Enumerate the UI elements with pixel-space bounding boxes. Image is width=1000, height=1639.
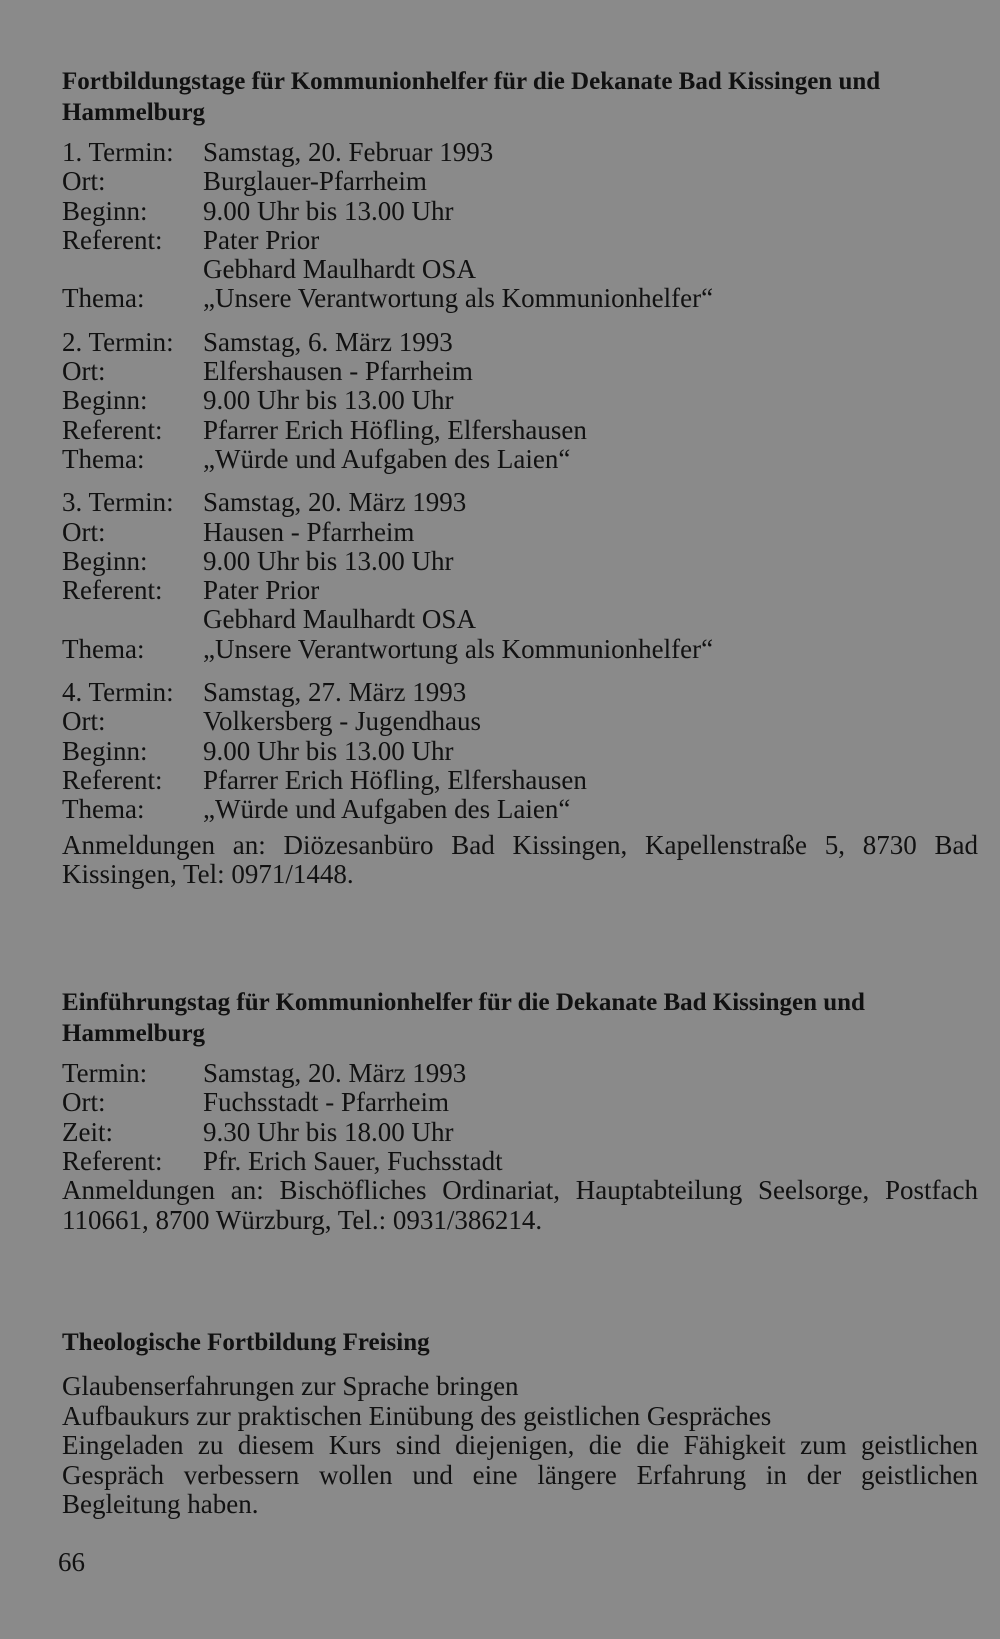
- detail-row: [62, 167, 978, 196]
- detail-row: [62, 766, 978, 795]
- detail-value: Gebhard Maulhardt OSA: [203, 254, 476, 285]
- detail-value: Pfarrer Erich Höfling, Elfershausen: [203, 414, 587, 445]
- detail-label: Beginn:: [62, 545, 148, 576]
- detail-value: Burglauer-Pfarrheim: [203, 166, 427, 197]
- course-description: Eingeladen zu diesem Kurs sind diejenigen, die die Fähigkeit zum geistlichen Gespräch verbessern wollen und eine längere Erfahrung in der geistlichen Begleitung haben.: [62, 1430, 978, 1519]
- course-title: Glaubenserfahrungen zur Sprache bringen: [62, 1371, 519, 1401]
- detail-value: „Würde und Aufgaben des Laien“: [203, 794, 571, 825]
- detail-row: [62, 518, 978, 547]
- detail-value: Volkersberg - Jugendhaus: [203, 706, 481, 737]
- termin-list: [62, 138, 978, 825]
- detail-row: [62, 1118, 978, 1147]
- detail-label: Thema:: [62, 443, 145, 474]
- detail-row: [62, 605, 978, 634]
- termin-details: [62, 1059, 978, 1176]
- section-heading: Einführungstag für Kommunionhelfer für die Dekanate Bad Kissingen und Hammelburg: [62, 989, 865, 1047]
- detail-value: 9.00 Uhr bis 13.00 Uhr: [203, 735, 454, 766]
- detail-label: Beginn:: [62, 195, 148, 226]
- detail-label: 2. Termin:: [62, 326, 174, 357]
- detail-label: Thema:: [62, 283, 145, 314]
- detail-label: Ort:: [62, 1087, 106, 1118]
- detail-row: [62, 226, 978, 255]
- detail-value: Pfr. Erich Sauer, Fuchsstadt: [203, 1145, 503, 1176]
- detail-label: Beginn:: [62, 735, 148, 766]
- detail-value: „Würde und Aufgaben des Laien“: [203, 443, 571, 474]
- detail-row: [62, 255, 978, 284]
- detail-row: [62, 416, 978, 445]
- detail-value: 9.00 Uhr bis 13.00 Uhr: [203, 545, 454, 576]
- termin-group: [62, 138, 978, 314]
- detail-label: Ort:: [62, 516, 106, 547]
- detail-row: [62, 488, 978, 517]
- detail-value: Samstag, 6. März 1993: [203, 326, 453, 357]
- detail-label: Beginn:: [62, 385, 148, 416]
- detail-row: [62, 795, 978, 824]
- detail-value: „Unsere Verantwortung als Kommunionhelfer“: [203, 633, 714, 664]
- detail-value: 9.00 Uhr bis 13.00 Uhr: [203, 385, 454, 416]
- detail-row: [62, 1059, 978, 1088]
- course-subtitle: Aufbaukurs zur praktischen Einübung des geistlichen Gespräches: [62, 1400, 772, 1431]
- detail-value: Hausen - Pfarrheim: [203, 516, 415, 547]
- detail-label: Referent:: [62, 764, 163, 795]
- detail-label: Referent:: [62, 575, 163, 606]
- termin-group: [62, 488, 978, 664]
- detail-value: Pater Prior: [203, 224, 320, 255]
- detail-row: [62, 1147, 978, 1176]
- section-fortbildungstage: [62, 66, 978, 890]
- detail-value: 9.00 Uhr bis 13.00 Uhr: [203, 195, 454, 226]
- registration-text: Anmeldungen an: Diözesanbüro Bad Kissingen, Kapellenstraße 5, 8730 Bad Kissingen, Tel: 0971/1448.: [62, 829, 978, 890]
- detail-row: [62, 635, 978, 664]
- detail-label: [62, 605, 203, 634]
- detail-row: [62, 284, 978, 313]
- detail-row: [62, 328, 978, 357]
- detail-value: Fuchsstadt - Pfarrheim: [203, 1087, 449, 1118]
- detail-value: Samstag, 27. März 1993: [203, 677, 467, 708]
- detail-row: [62, 357, 978, 386]
- detail-label: Referent:: [62, 414, 163, 445]
- detail-label: 3. Termin:: [62, 487, 174, 518]
- section-einfuehrungstag: [62, 987, 978, 1235]
- detail-label: Referent:: [62, 224, 163, 255]
- detail-label: Referent:: [62, 1145, 163, 1176]
- registration-text: Anmeldungen an: Bischöfliches Ordinariat, Hauptabteilung Seelsorge, Postfach 110661, 8700 Würzburg, Tel.: 0931/386214.: [62, 1175, 978, 1235]
- detail-value: Samstag, 20. März 1993: [203, 1058, 467, 1088]
- detail-label: Thema:: [62, 633, 145, 664]
- section-heading: Theologische Fortbildung Freising: [62, 1329, 430, 1356]
- detail-label: 4. Termin:: [62, 677, 174, 708]
- detail-row: [62, 737, 978, 766]
- detail-row: [62, 445, 978, 474]
- detail-value: Samstag, 20. Februar 1993: [203, 137, 494, 167]
- detail-label: [62, 255, 203, 284]
- detail-row: [62, 678, 978, 707]
- detail-value: Elfershausen - Pfarrheim: [203, 356, 473, 387]
- detail-label: 1. Termin:: [62, 137, 174, 167]
- detail-value: „Unsere Verantwortung als Kommunionhelfer“: [203, 283, 714, 314]
- detail-label: Zeit:: [62, 1116, 113, 1147]
- detail-value: 9.30 Uhr bis 18.00 Uhr: [203, 1116, 454, 1147]
- detail-row: [62, 386, 978, 415]
- section-theologische-fortbildung: [62, 1327, 978, 1520]
- detail-value: Samstag, 20. März 1993: [203, 487, 467, 518]
- termin-group: [62, 328, 978, 474]
- detail-value: Gebhard Maulhardt OSA: [203, 604, 476, 635]
- detail-row: [62, 547, 978, 576]
- detail-row: [62, 707, 978, 736]
- termin-group: [62, 678, 978, 824]
- detail-row: [62, 138, 978, 167]
- page-number: 66: [58, 1547, 85, 1577]
- detail-label: Ort:: [62, 166, 106, 197]
- detail-row: [62, 576, 978, 605]
- detail-row: [62, 197, 978, 226]
- section-heading: Fortbildungstage für Kommunionhelfer für die Dekanate Bad Kissingen und Hammelburg: [62, 68, 881, 126]
- detail-value: Pfarrer Erich Höfling, Elfershausen: [203, 764, 587, 795]
- detail-value: Pater Prior: [203, 575, 320, 606]
- detail-row: [62, 1088, 978, 1117]
- detail-label: Ort:: [62, 706, 106, 737]
- detail-label: Thema:: [62, 794, 145, 825]
- detail-label: Ort:: [62, 356, 106, 387]
- detail-label: Termin:: [62, 1058, 148, 1088]
